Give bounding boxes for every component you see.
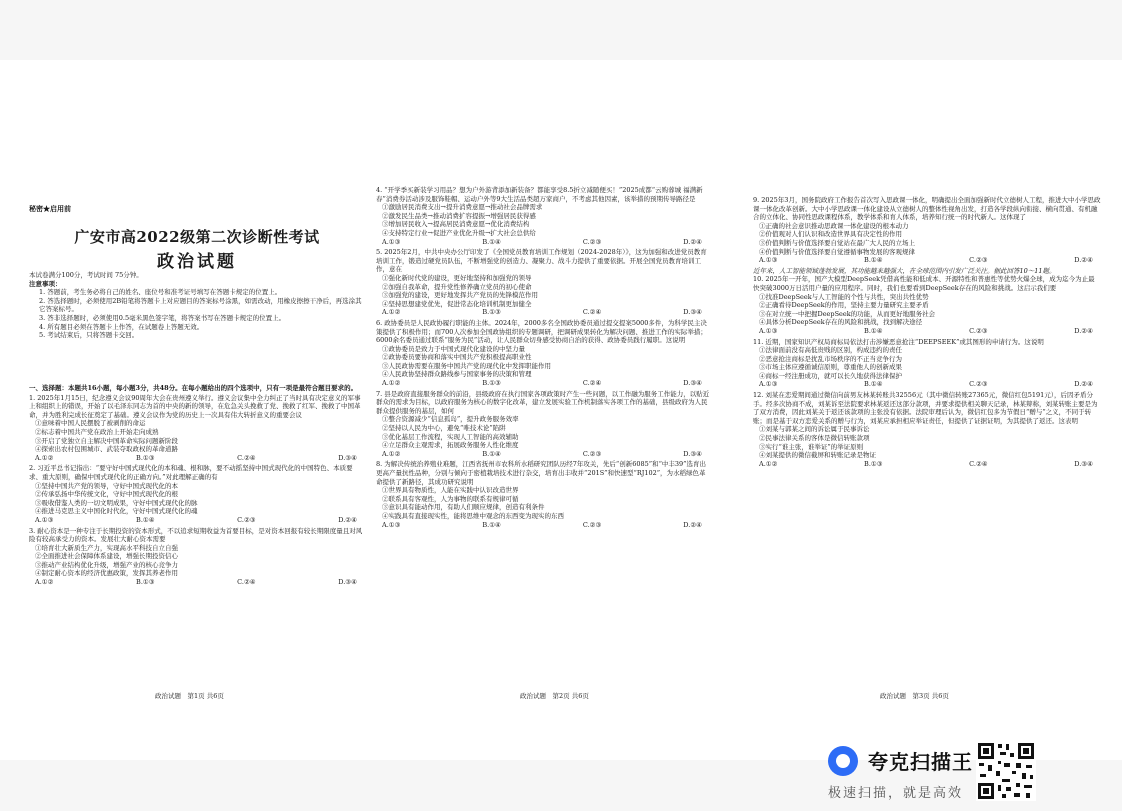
question-12-stem: 12. 刘某在恋爱期间通过微信向前男友林某转账共32556元（其中微信转账27365元，微信红包5191元），后因矛盾分手。经多次协商不成，刘某诉至法院要求林某返还这部分款项，并要求提供相关聊天记录，林某辩称，刘某转账主要是为了双方消费，因此刘某关于返还该款项的主张没有依据。法院审理后认为，微信红包多为节假日“赠与”之义，不同于转账；而是基于双方恋爱关系的赠与行为，刘某应承担相应举证责任，但提供了证据证明，为其提供了返还。这表明: [753, 391, 1098, 425]
brand-name: 夸克扫描王: [868, 750, 973, 774]
question-7-stem: 7. 县是政府直接服务群众的前沿，县级政府在执行国家各项政策时产生一些问题，以工作融为服务工作能力，以贴近群众的需求为目标，以政府服务为核心的数字化改革，建立发展实验工作机制落实各项工作的基础，县级政府为人民群众提供服务的基层，如何: [376, 389, 710, 415]
question-2-option: ③吸收借鉴人类的一切文明成果，守好中国式现代化的脉: [35, 498, 198, 507]
question-9-option: ①正确的社会意识推动思政课一体化建设的根本动力: [759, 221, 909, 230]
question-7-option: ④立足群众主观需求，拓展政务服务人性化维度: [382, 441, 519, 450]
choice-a: A.①②: [759, 459, 778, 468]
section-heading: 一、选择题：本题共16小题，每小题3分，共48分。在每小题给出的四个选项中，只有一项是最符合题目要求的。: [29, 384, 358, 392]
choice-c: C.②③: [582, 520, 602, 529]
note-item: 5. 考试结束后，只将答题卡交回。: [39, 331, 139, 340]
question-3-stem: 3. 耐心资本是一种专注于长期投资的资本形式，不以追求短期收益为首要目标，是对资本回报有较长期限度量且对风险有较高承受力的资本。发展壮大耐心资本需要: [29, 526, 363, 544]
question-5-option: ④坚持思想建党优先，促进常态化培训机制更加健全: [382, 299, 532, 308]
question-2-option: ①坚持中国共产党的领导，守好中国式现代化的本: [35, 481, 178, 490]
note-item: 3. 答非选择题时，必须使用0.5毫米黑色签字笔，将答案书写在答题卡规定的位置上。: [39, 313, 286, 322]
question-7-choices: [382, 450, 702, 459]
question-6-option: ④人民政协坚持群众路线参与国家事务的决策和管理: [382, 370, 532, 379]
question-10-option: ③在对立统一中把握DeepSeek的功能，从而更好地服务社会: [759, 309, 936, 318]
choice-c: C.②③: [969, 380, 988, 389]
brand-slogan: 极速扫描，就是高效: [828, 786, 964, 801]
question-6-option: ①政协委员是致力于中国式现代化建设的中坚力量: [382, 344, 525, 353]
question-11-option: ④商标一经注册成功，就可以长久地获得法律保护: [759, 371, 902, 380]
question-6-choices: [382, 379, 702, 388]
scanner-watermark: [828, 744, 978, 804]
choice-b: B.①④: [482, 237, 501, 246]
question-5-stem: 5. 2025年2月，中共中央办公厅印发了《全国党员教育培训工作规划（2024-2028年）》，这为加强和改进党员教育培训工作，锻造过硬党员队伍，不断增强党的创造力、凝聚力、战斗力提供了重要依据。开展全国党员教育培训工作，意在: [376, 248, 707, 274]
choice-c: C.②④: [582, 379, 602, 388]
choice-d: D.③④: [338, 453, 357, 462]
question-5-option: ②加强自我革命，提升党性修养确立党员的初心使命: [382, 282, 532, 291]
question-11-option: ②恶意抢注商标是扰乱市场秩序的不正当竞争行为: [759, 354, 902, 363]
question-4-choices: [382, 238, 702, 247]
question-8-stem: 8. 为解决传统治养殖业难题，江西省抚州市农科所水稻研究团队历经7年攻关，先后“创新6085”和“中丰39”选育出更高产量抗性品种，分别与倾向于密植栽培技术进行杂交，培育出丰收并“201S”和快速型“RJ102”，为水稻绿色革命提供了新路径，其成功研究说明: [376, 460, 707, 486]
notes-title: 注意事项：: [29, 279, 62, 288]
group-intro: 近年来，人工智能领域蓬勃发展，其功能越来越强大，在全球范围内引发广泛关注。据此回答10～11题。: [753, 266, 1056, 275]
brand-logo-icon: [828, 746, 858, 776]
question-7-option: ①整合资源减少“信息孤岛”，提升政务服务效率: [382, 415, 519, 424]
question-2-option: ④推进马克思主义中国化时代化，守好中国式现代化的魂: [35, 507, 198, 516]
choice-a: A.①③: [382, 520, 401, 529]
question-10-option: ④具体分析DeepSeek存在的风险和挑战，找到解决途径: [759, 318, 923, 327]
choice-b: B.①③: [136, 453, 155, 462]
choice-a: A.①③: [382, 237, 401, 246]
question-4-option: ④支持特定行业→促进产业优化升级→扩大社会总供给: [382, 228, 536, 237]
question-10-stem: 10. 2025年一开年，国产大模型DeepSeek凭借高性能和低成本、开源特性和普惠性等优势火爆全球，成为迄今为止最快突破3000万日活用户量的应用程序。同时，我们也要看到DeepSeek存在的风险和挑战。这启示我们要: [753, 275, 1095, 292]
question-1-option: ②标志着中国共产党在政治上开始走向成熟: [35, 427, 159, 436]
choice-d: D.②④: [683, 237, 702, 246]
choice-b: B.①③: [864, 459, 883, 468]
note-item: 1. 答题前，考生务必将自己的姓名、座位号和准考证号填写在答题卡规定的位置上。: [39, 288, 282, 297]
question-8-choices: [382, 521, 702, 530]
choice-a: A.①③: [759, 380, 778, 389]
question-6-option: ②政协委员要协商和落实中国共产党积极提高职业性: [382, 353, 532, 362]
choice-d: D.②④: [338, 515, 357, 524]
question-3-option: ③推动产业结构优化升级，增强产业的核心竞争力: [35, 560, 178, 569]
question-8-option: ②联系具有客观性，人为事物的联系有规律可循: [382, 494, 519, 503]
choice-d: D.③④: [683, 449, 702, 458]
score-line: 本试卷满分100分，考试时间 75分钟。: [29, 271, 143, 279]
choice-b: B.①④: [864, 326, 883, 335]
note-item: 2. 答选择题时，必须使用2B铅笔将答题卡上对应题目的答案标号涂黑，如需改动，用橡皮擦擦干净后，再选涂其它答案标号。: [39, 296, 362, 314]
choice-b: B.①④: [136, 515, 155, 524]
question-9-option: ③价值判断与价值选择要自觉站在最广大人民的立场上: [759, 238, 915, 247]
question-5-option: ①强化新时代党的建设，更好地坚持和加强党的领导: [382, 273, 532, 282]
choice-a: A.①②: [35, 453, 54, 462]
question-3-option: ②全面推进社会保障体系建设，增强长期投资信心: [35, 552, 178, 561]
choice-a: A.①②: [382, 379, 401, 388]
question-7-option: ②坚持以人民为中心，避免“唯技术论”陷阱: [382, 424, 506, 433]
choice-d: D.③④: [1074, 459, 1093, 468]
question-9-option: ②价值观对人们认识和改造世界具有决定性的作用: [759, 230, 902, 239]
question-3-option: ④制定耐心资本的经济优惠政策，发挥其养老作用: [35, 569, 178, 578]
choice-c: C.②③: [237, 515, 256, 524]
page-footer-1: 政治试题 第1页 共6页: [155, 692, 224, 700]
question-6-option: ③人民政协需要在服务中国共产党的现代化中发挥职能作用: [382, 361, 551, 370]
question-1-option: ①意味着中国人民摆脱了被剥削的命运: [35, 419, 146, 428]
question-7-option: ③优化基层工作流程，实现人工智能的高效辅助: [382, 432, 519, 441]
secret-label: 秘密★启用前: [29, 204, 71, 213]
question-4-option: ①激励居民消费支出→提升消费意愿→推动社会品牌需求: [382, 203, 543, 212]
question-9-choices: [759, 256, 1093, 265]
choice-b: B.①④: [482, 520, 501, 529]
qr-code-icon: [976, 741, 1036, 801]
choice-c: C.②④: [582, 308, 602, 317]
choice-b: B.①③: [482, 308, 501, 317]
choice-b: B.①④: [482, 449, 501, 458]
choice-d: D.③④: [683, 379, 702, 388]
question-11-option: ③市场主体应遵循诚信原则，尊重他人的创新成果: [759, 363, 902, 372]
choice-d: D.②④: [1074, 380, 1093, 389]
exam-title: 广安市高2022级第二次诊断性考试: [74, 228, 320, 246]
choice-c: C.②④: [969, 459, 988, 468]
question-11-choices: [759, 380, 1093, 389]
question-1-stem: 1. 2025年1月15日，纪念遵义会议90周年大会在贵州遵义举行。遵义会议集中全力纠正了当时具有决定意义的军事上和组织上的错误，开始了以毛泽东同志为首的中央的新的领导，在危急关头挽救了党、挽救了红军、挽救了中国革命，并为胜利完成长征奠定了基础。遵义会议作为党的历史上一次具有伟大转折意义的重要会议: [29, 393, 361, 419]
choice-c: C.②③: [582, 237, 602, 246]
question-12-option: ④刘某提供的微信截屏和转账记录是物证: [759, 451, 876, 460]
question-9-stem: 9. 2025年3月，国务院政府工作报告首次写入思政课一体化，明确提出全面加强新时代立德树人工程，推进大中小学思政课一体化改革创新。大中小学思政课一体化建设从立德树人的整体性视角出发，打造各学段纵向衔接、横向贯通、有机融合的立体化、协同性思政课程体系，教学体系和育人体系，培养知行统一的时代新人。这体现了: [753, 196, 1101, 222]
choice-d: D.②④: [1074, 256, 1093, 265]
question-9-option: ④价值判断与价值选择要自觉遵循事物发展的客观规律: [759, 247, 915, 256]
column-1-questions: [29, 384, 365, 589]
question-1-choices: [35, 454, 357, 463]
question-4-option: ③增加居民收入→提高居民消费意愿→优化消费结构: [382, 220, 530, 229]
instructions: [29, 271, 365, 340]
question-11-option: ①法律面前没有高低贵贱的区别，构成违约的责任: [759, 346, 902, 355]
choice-b: B.①③: [136, 578, 155, 587]
question-1-option: ③开启了党独立自主解决中国革命实际问题新阶段: [35, 436, 178, 445]
page-footer-3: 政治试题 第3页 共6页: [880, 692, 949, 700]
choice-a: A.①③: [35, 515, 54, 524]
choice-c: C.②④: [237, 578, 256, 587]
question-6-stem: 6. 政协委员是人民政协履行职能的主体。2024年，2000多名全国政协委员通过提交提案5000多件，为科学民主决策提供了积极作用；而700人次参加全国政协组织的专题调研，把调研成果转化为解决问题、推进工作的实际举措；6000余名委员通过联系“服务为民”活动，让人民群众切身感受协商自治的获得、政协委员践行履职。这说明: [376, 318, 707, 345]
question-2-option: ②传承弘扬中华传统文化，守好中国式现代化的根: [35, 490, 178, 499]
choice-c: C.②③: [969, 256, 988, 265]
question-8-option: ④实践具有直接现实性，能将思维中观念的东西变为现实的东西: [382, 511, 564, 520]
question-10-option: ②正确看待DeepSeek的作用，坚持主要力量研究主要矛盾: [759, 301, 929, 310]
subject-title: 政治试题: [157, 252, 237, 272]
question-4-stem: 4. “开学季买新装学习用品？想为户外游背添加新装备？都能享受8.5折立减随便买！”2025成都“云购蓉城 福满新春”消费券活动涉及服饰鞋帽、运动户外等9大生活品类超万家商户，不考虑其他因素，该举措的预期传导路径是: [376, 186, 703, 203]
column-2-questions: [376, 186, 710, 676]
question-12-option: ③实行“谁主张，谁举证”的举证原则: [759, 442, 864, 451]
choice-c: C.②③: [582, 449, 602, 458]
question-2-stem: 2. 习近平总书记指出：“要守好中国式现代化的本和魂、根和脉，要不动摇坚持中国式现代化的中国特色、本质要求、重大原则，确保中国式现代化的正确方向。”对此理解正确的有: [29, 464, 353, 481]
question-11-stem: 11. 近期，国家知识产权局商标局依法打击涉嫌恶意抢注“DEEPSEEK”或其图形的申请行为。这说明: [753, 337, 1044, 346]
question-12-option: ②民事法律关系的客体是微信转账款项: [759, 434, 870, 443]
column-3-questions: [753, 196, 1101, 676]
question-10-choices: [759, 327, 1093, 336]
notes-list: [29, 288, 365, 340]
question-12-choices: [759, 460, 1093, 469]
question-1-option: ④探索出农村包围城市、武装夺取政权的革命道路: [35, 445, 178, 454]
question-3-option: ①培育壮大新质生产力，实现高水平科技自立自强: [35, 543, 178, 552]
choice-c: C.②④: [237, 453, 256, 462]
choice-d: D.②④: [683, 520, 702, 529]
page-footer-2: 政治试题 第2页 共6页: [520, 692, 589, 700]
question-4-option: ②激发民生品类→推动消费扩容提振→增强居民获得感: [382, 211, 536, 220]
choice-b: B.①③: [482, 379, 501, 388]
question-8-option: ③意识具有能动作用，有助人们顺应规律，创造有利条件: [382, 503, 545, 512]
question-12-option: ①刘某与郭某之间的诉讼属于民事诉讼: [759, 425, 870, 434]
question-5-option: ③加强党的建设，更好地发挥共产党员的先锋模范作用: [382, 291, 538, 300]
question-5-choices: [382, 308, 702, 317]
question-8-option: ①世界具有物质性，人能在实践中认识改造世界: [382, 486, 519, 495]
question-2-choices: [35, 516, 357, 525]
choice-c: C.②③: [969, 326, 988, 335]
choice-d: D.③④: [683, 308, 702, 317]
note-item: 4. 所有题目必须在答题卡上作答，在试题卷上答题无效。: [39, 322, 204, 331]
question-10-option: ①找准DeepSeek与人工智能的个性与共性，突出共性优势: [759, 292, 929, 301]
choice-a: A.①②: [382, 449, 401, 458]
choice-b: B.①④: [864, 380, 883, 389]
question-3-choices: [35, 578, 357, 587]
choice-d: D.③④: [338, 578, 357, 587]
choice-a: A.①③: [759, 326, 778, 335]
choice-d: D.②④: [1074, 326, 1093, 335]
choice-a: A.①②: [35, 578, 54, 587]
choice-b: B.①④: [864, 256, 883, 265]
choice-a: A.①③: [759, 256, 778, 265]
choice-a: A.①②: [382, 308, 401, 317]
